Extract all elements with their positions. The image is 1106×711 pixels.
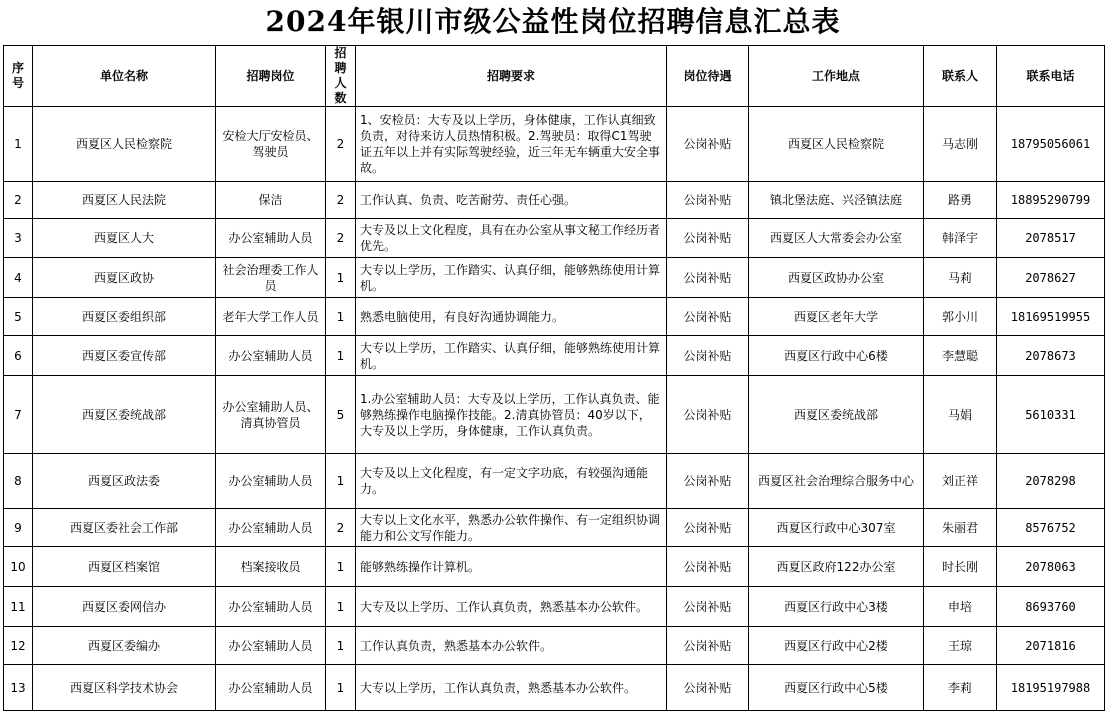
cell-no: 2: [4, 182, 33, 219]
header-phone: 联系电话: [997, 46, 1105, 107]
cell-count: 1: [326, 336, 356, 376]
cell-requirements: 工作认真、负责、吃苦耐劳、责任心强。: [356, 182, 667, 219]
cell-no: 11: [4, 587, 33, 627]
cell-pay: 公岗补贴: [667, 454, 749, 509]
cell-pay: 公岗补贴: [667, 547, 749, 587]
cell-contact: 马娟: [924, 376, 997, 454]
cell-no: 12: [4, 627, 33, 665]
cell-unit: 西夏区人民法院: [33, 182, 216, 219]
cell-unit: 西夏区委编办: [33, 627, 216, 665]
cell-count: 1: [326, 298, 356, 336]
cell-phone: 8576752: [997, 509, 1105, 547]
cell-phone: 2078673: [997, 336, 1105, 376]
cell-count: 1: [326, 547, 356, 587]
cell-place: 西夏区委统战部: [749, 376, 924, 454]
table-row: [4, 587, 1105, 627]
cell-contact: 马志刚: [924, 107, 997, 182]
cell-place: 镇北堡法庭、兴泾镇法庭: [749, 182, 924, 219]
cell-phone: 2078627: [997, 258, 1105, 298]
cell-no: 8: [4, 454, 33, 509]
cell-contact: 马莉: [924, 258, 997, 298]
header-contact: 联系人: [924, 46, 997, 107]
cell-requirements: 大专以上文化水平，熟悉办公软件操作、有一定组织协调能力和公文写作能力。: [356, 509, 667, 547]
cell-count: 1: [326, 665, 356, 711]
cell-contact: 朱丽君: [924, 509, 997, 547]
table-row: [4, 665, 1105, 711]
cell-count: 2: [326, 182, 356, 219]
cell-post: 办公室辅助人员: [216, 454, 326, 509]
cell-phone: 18169519955: [997, 298, 1105, 336]
cell-contact: 李莉: [924, 665, 997, 711]
cell-phone: 8693760: [997, 587, 1105, 627]
cell-no: 9: [4, 509, 33, 547]
cell-contact: 郭小川: [924, 298, 997, 336]
cell-unit: 西夏区科学技术协会: [33, 665, 216, 711]
cell-no: 4: [4, 258, 33, 298]
cell-post: 安检大厅安检员、驾驶员: [216, 107, 326, 182]
table-row: [4, 182, 1105, 219]
cell-post: 办公室辅助人员: [216, 336, 326, 376]
recruitment-table: [3, 45, 1105, 711]
cell-post: 办公室辅助人员: [216, 219, 326, 258]
cell-pay: 公岗补贴: [667, 182, 749, 219]
header-post: 招聘岗位: [216, 46, 326, 107]
cell-requirements: 大专及以上学历、工作认真负责，熟悉基本办公软件。: [356, 587, 667, 627]
cell-unit: 西夏区人民检察院: [33, 107, 216, 182]
cell-place: 西夏区行政中心5楼: [749, 665, 924, 711]
cell-count: 5: [326, 376, 356, 454]
table-row: [4, 376, 1105, 454]
cell-requirements: 熟悉电脑使用，有良好沟通协调能力。: [356, 298, 667, 336]
cell-count: 1: [326, 627, 356, 665]
cell-place: 西夏区行政中心6楼: [749, 336, 924, 376]
cell-count: 1: [326, 258, 356, 298]
cell-no: 10: [4, 547, 33, 587]
cell-unit: 西夏区委统战部: [33, 376, 216, 454]
cell-place: 西夏区政协办公室: [749, 258, 924, 298]
cell-pay: 公岗补贴: [667, 509, 749, 547]
cell-no: 5: [4, 298, 33, 336]
cell-unit: 西夏区委社会工作部: [33, 509, 216, 547]
cell-place: 西夏区行政中心307室: [749, 509, 924, 547]
cell-place: 西夏区人民检察院: [749, 107, 924, 182]
table-row: [4, 547, 1105, 587]
cell-place: 西夏区行政中心2楼: [749, 627, 924, 665]
cell-requirements: 大专及以上文化程度，具有在办公室从事文秘工作经历者优先。: [356, 219, 667, 258]
cell-contact: 李慧聪: [924, 336, 997, 376]
table-row: [4, 298, 1105, 336]
cell-pay: 公岗补贴: [667, 298, 749, 336]
cell-contact: 时长刚: [924, 547, 997, 587]
cell-count: 2: [326, 509, 356, 547]
cell-phone: 18795056061: [997, 107, 1105, 182]
cell-post: 办公室辅助人员: [216, 509, 326, 547]
table-row: [4, 627, 1105, 665]
cell-requirements: 工作认真负责，熟悉基本办公软件。: [356, 627, 667, 665]
page-title: 2024年银川市级公益性岗位招聘信息汇总表: [265, 5, 841, 38]
cell-post: 办公室辅助人员: [216, 627, 326, 665]
cell-place: 西夏区政府122办公室: [749, 547, 924, 587]
cell-unit: 西夏区人大: [33, 219, 216, 258]
cell-unit: 西夏区政协: [33, 258, 216, 298]
cell-contact: 路勇: [924, 182, 997, 219]
cell-post: 办公室辅助人员: [216, 665, 326, 711]
cell-post: 办公室辅助人员、清真协管员: [216, 376, 326, 454]
header-unit: 单位名称: [33, 46, 216, 107]
table-row: [4, 336, 1105, 376]
cell-requirements: 1.办公室辅助人员：大专及以上学历，工作认真负责、能够熟练操作电脑操作技能。2.清真协管员：40岁以下，大专及以上学历，身体健康，工作认真负责。: [356, 376, 667, 454]
cell-post: 档案接收员: [216, 547, 326, 587]
cell-requirements: 大专以上学历，工作踏实、认真仔细，能够熟练使用计算机。: [356, 258, 667, 298]
header-requirements: 招聘要求: [356, 46, 667, 107]
cell-unit: 西夏区政法委: [33, 454, 216, 509]
cell-place: 西夏区人大常委会办公室: [749, 219, 924, 258]
cell-pay: 公岗补贴: [667, 107, 749, 182]
cell-count: 1: [326, 587, 356, 627]
cell-no: 6: [4, 336, 33, 376]
cell-post: 保洁: [216, 182, 326, 219]
cell-pay: 公岗补贴: [667, 665, 749, 711]
cell-requirements: 大专以上学历，工作认真负责，熟悉基本办公软件。: [356, 665, 667, 711]
cell-phone: 2078517: [997, 219, 1105, 258]
cell-unit: 西夏区委宣传部: [33, 336, 216, 376]
cell-place: 西夏区行政中心3楼: [749, 587, 924, 627]
header-place: 工作地点: [749, 46, 924, 107]
cell-pay: 公岗补贴: [667, 258, 749, 298]
cell-contact: 韩泽宇: [924, 219, 997, 258]
cell-unit: 西夏区委组织部: [33, 298, 216, 336]
cell-no: 1: [4, 107, 33, 182]
cell-pay: 公岗补贴: [667, 627, 749, 665]
cell-no: 3: [4, 219, 33, 258]
cell-post: 办公室辅助人员: [216, 587, 326, 627]
cell-place: 西夏区老年大学: [749, 298, 924, 336]
cell-no: 13: [4, 665, 33, 711]
header-count: 招聘人数: [326, 46, 356, 107]
cell-pay: 公岗补贴: [667, 336, 749, 376]
cell-requirements: 能够熟练操作计算机。: [356, 547, 667, 587]
cell-requirements: 大专及以上文化程度，有一定文字功底，有较强沟通能力。: [356, 454, 667, 509]
cell-phone: 2071816: [997, 627, 1105, 665]
table-header-row: [4, 46, 1105, 107]
cell-phone: 5610331: [997, 376, 1105, 454]
header-no: 序号: [4, 46, 33, 107]
cell-requirements: 1、安检员：大专及以上学历，身体健康，工作认真细致负责，对待来访人员热情积极。2.驾驶员：取得C1驾驶证五年以上并有实际驾驶经验，近三年无车辆重大安全事故。: [356, 107, 667, 182]
cell-unit: 西夏区委网信办: [33, 587, 216, 627]
cell-phone: 2078063: [997, 547, 1105, 587]
cell-contact: 王琼: [924, 627, 997, 665]
table-row: [4, 509, 1105, 547]
cell-post: 老年大学工作人员: [216, 298, 326, 336]
cell-post: 社会治理委工作人员: [216, 258, 326, 298]
cell-no: 7: [4, 376, 33, 454]
cell-phone: 18195197988: [997, 665, 1105, 711]
header-pay: 岗位待遇: [667, 46, 749, 107]
table-row: [4, 219, 1105, 258]
cell-count: 2: [326, 219, 356, 258]
cell-unit: 西夏区档案馆: [33, 547, 216, 587]
cell-pay: 公岗补贴: [667, 587, 749, 627]
table-row: [4, 107, 1105, 182]
cell-contact: 申培: [924, 587, 997, 627]
cell-pay: 公岗补贴: [667, 376, 749, 454]
cell-place: 西夏区社会治理综合服务中心: [749, 454, 924, 509]
table-row: [4, 454, 1105, 509]
table-row: [4, 258, 1105, 298]
cell-phone: 18895290799: [997, 182, 1105, 219]
cell-count: 1: [326, 454, 356, 509]
cell-requirements: 大专以上学历，工作踏实、认真仔细，能够熟练使用计算机。: [356, 336, 667, 376]
cell-contact: 刘正祥: [924, 454, 997, 509]
cell-pay: 公岗补贴: [667, 219, 749, 258]
cell-phone: 2078298: [997, 454, 1105, 509]
cell-count: 2: [326, 107, 356, 182]
